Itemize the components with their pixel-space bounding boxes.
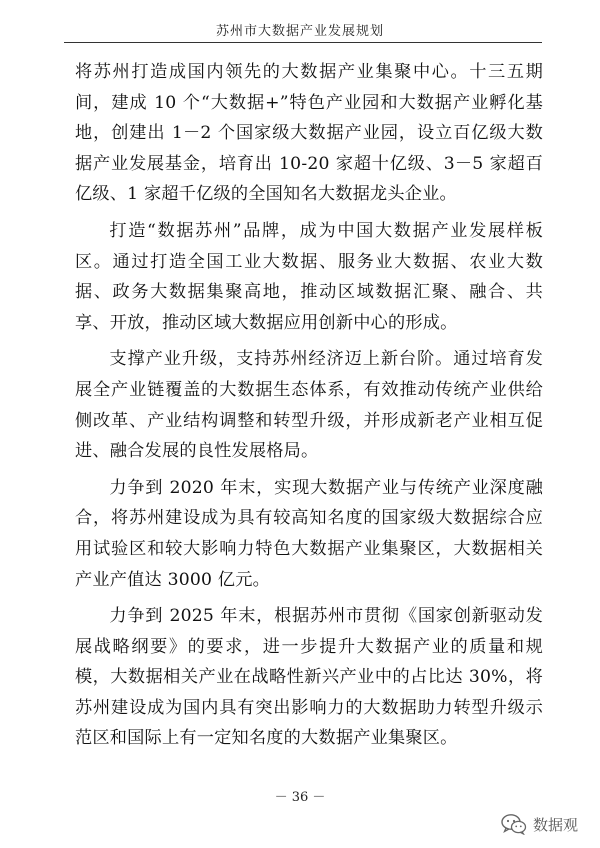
running-header-title: 苏州市大数据产业发展规划 <box>215 24 384 39</box>
paragraph-3: 支撑产业升级，支持苏州经济迈上新台阶。通过培育发展全产业链覆盖的大数据生态体系，有效推动传统产业供给侧改革、产业结构调整和转型升级，并形成新老产业相互促进、融合发展的良性发展格局。 <box>75 349 543 462</box>
watermark <box>501 813 578 835</box>
paragraph-2: 打造“数据苏州”品牌，成为中国大数据产业发展样板区。通过打造全国工业大数据、服务业大数据、农业大数据、政务大数据集聚高地，推动区域数据汇聚、融合、共享、开放，推动区域大数据应用创新中心的形成。 <box>75 220 543 333</box>
paragraph-1: 将苏州打造成国内领先的大数据产业集聚中心。十三五期间，建成 10 个“大数据+”特色产业园和大数据产业孵化基地，创建出 1－2 个国家级大数据产业园，设立百亿级大数据产业发展基金，培育出 10-20 家超十亿级、3－5 家超百亿级、1 家超千亿级的全国知名大数据龙头企业。 <box>75 62 543 205</box>
paragraph-4: 力争到 2020 年末，实现大数据产业与传统产业深度融合，将苏州建设成为具有较高知名度的国家级大数据综合应用试验区和较大影响力特色大数据产业集聚区，大数据相关产业产值达 3000 亿元。 <box>75 477 543 590</box>
page-number: － 36 － <box>274 790 326 805</box>
paragraph-5: 力争到 2025 年末，根据苏州市贯彻《国家创新驱动发展战略纲要》的要求，进一步提升大数据产业的质量和规模，大数据相关产业在战略性新兴产业中的占比达 30%，将苏州建设成为国内具有突出影响力的大数据助力转型升级示范区和国际上有一定知名度的大数据产业集聚区。 <box>75 606 543 749</box>
watermark-text: 数据观 <box>532 815 578 834</box>
header-divider <box>64 42 542 43</box>
document-body <box>75 57 543 754</box>
wechat-icon <box>501 813 527 835</box>
